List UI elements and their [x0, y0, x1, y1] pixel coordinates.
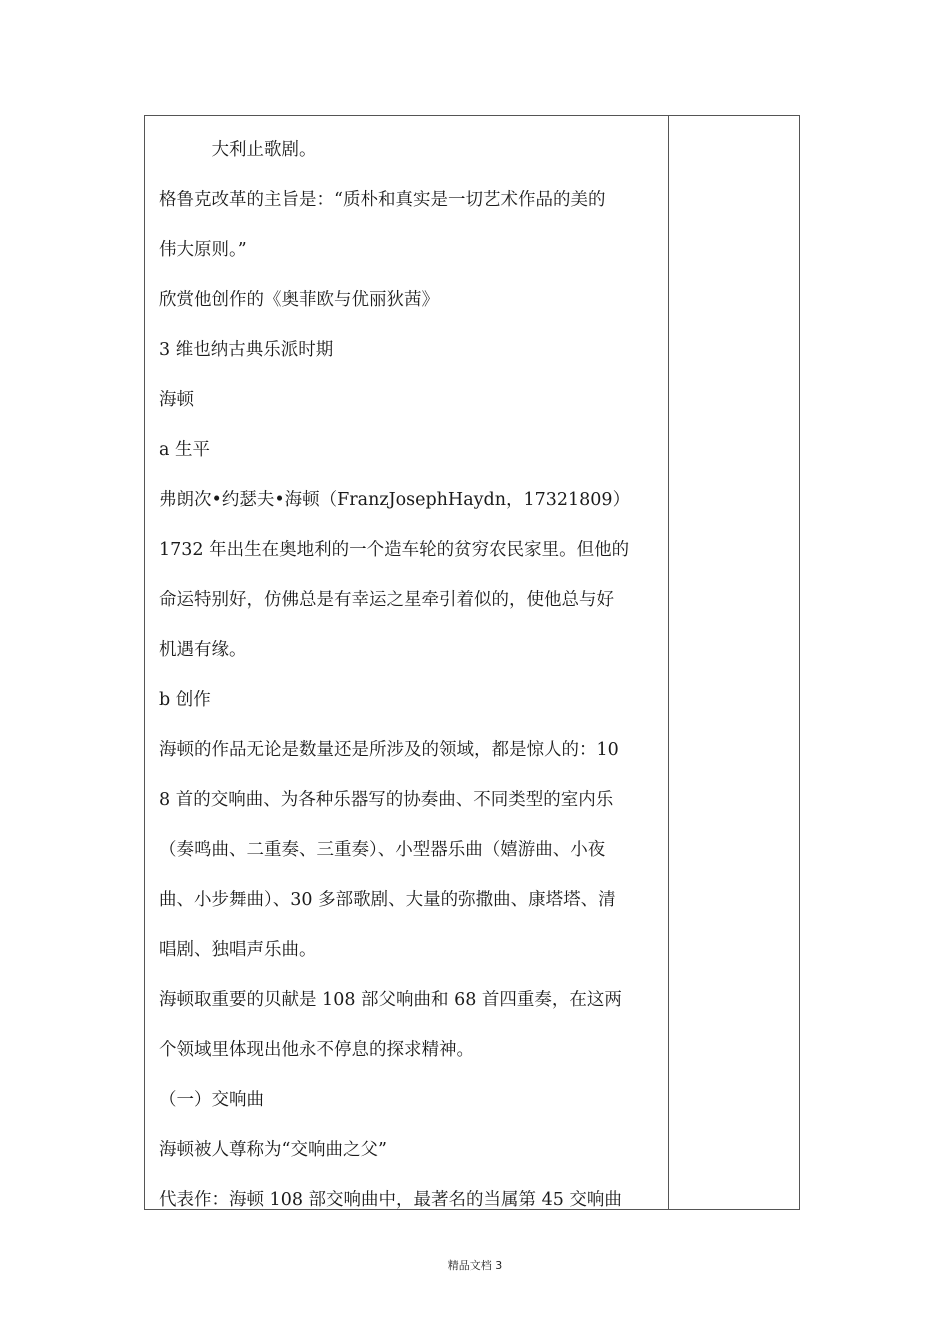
text-line: 伟大原则。”	[159, 240, 247, 260]
text-line: 命运特别好，仿佛总是有幸运之星牵引着似的，使他总与好	[159, 590, 614, 610]
text-line: 代表作：海顿 108 部交响曲中，最著名的当属第 45 交响曲	[159, 1190, 622, 1210]
section-heading: 3 维也纳古典乐派时期	[159, 340, 334, 360]
document-table	[144, 115, 800, 1210]
text-line: 海顿	[159, 390, 194, 410]
text-line: 8 首的交响曲、为各种乐器写的协奏曲、不同类型的室内乐	[159, 790, 614, 810]
text-line: 海顿的作品无论是数量还是所涉及的领域，都是惊人的：10	[159, 740, 619, 760]
text-line: 海顿取重要的贝献是 108 部父响曲和 68 首四重奏，在这两	[159, 990, 622, 1010]
text-line: 格鲁克改革的主旨是：“质朴和真实是一切艺术作品的美的	[159, 190, 606, 210]
content-cell	[145, 116, 669, 1209]
text-line: 弗朗次•约瑟夫•海顿（FranzJosephHaydn，17321809）	[159, 490, 631, 510]
text-line: 欣赏他创作的《奥菲欧与优丽狄茜》	[159, 290, 439, 310]
subsection-heading: （一）交响曲	[159, 1090, 264, 1110]
notes-cell	[669, 116, 799, 1209]
text-line: 个领域里体现出他永不停息的探求精神。	[159, 1040, 474, 1060]
text-line: 1732 年出生在奥地利的一个造车轮的贫穷农民家里。但他的	[159, 540, 630, 560]
page-footer: 精品文档 3	[447, 1259, 503, 1272]
subsection-heading: b 创作	[159, 690, 211, 710]
text-line: 唱剧、独唱声乐曲。	[159, 940, 317, 960]
text-line: 机遇有缘。	[159, 640, 247, 660]
text-line: 海顿被人尊称为“交响曲之父”	[159, 1140, 387, 1160]
text-line: （奏鸣曲、二重奏、三重奏）、小型器乐曲（嬉游曲、小夜	[159, 840, 606, 860]
text-line: 大利止歌剧。	[159, 140, 317, 160]
text-line: 曲、小步舞曲）、30 多部歌剧、大量的弥撒曲、康塔塔、清	[159, 890, 616, 910]
subsection-heading: a 生平	[159, 440, 210, 460]
